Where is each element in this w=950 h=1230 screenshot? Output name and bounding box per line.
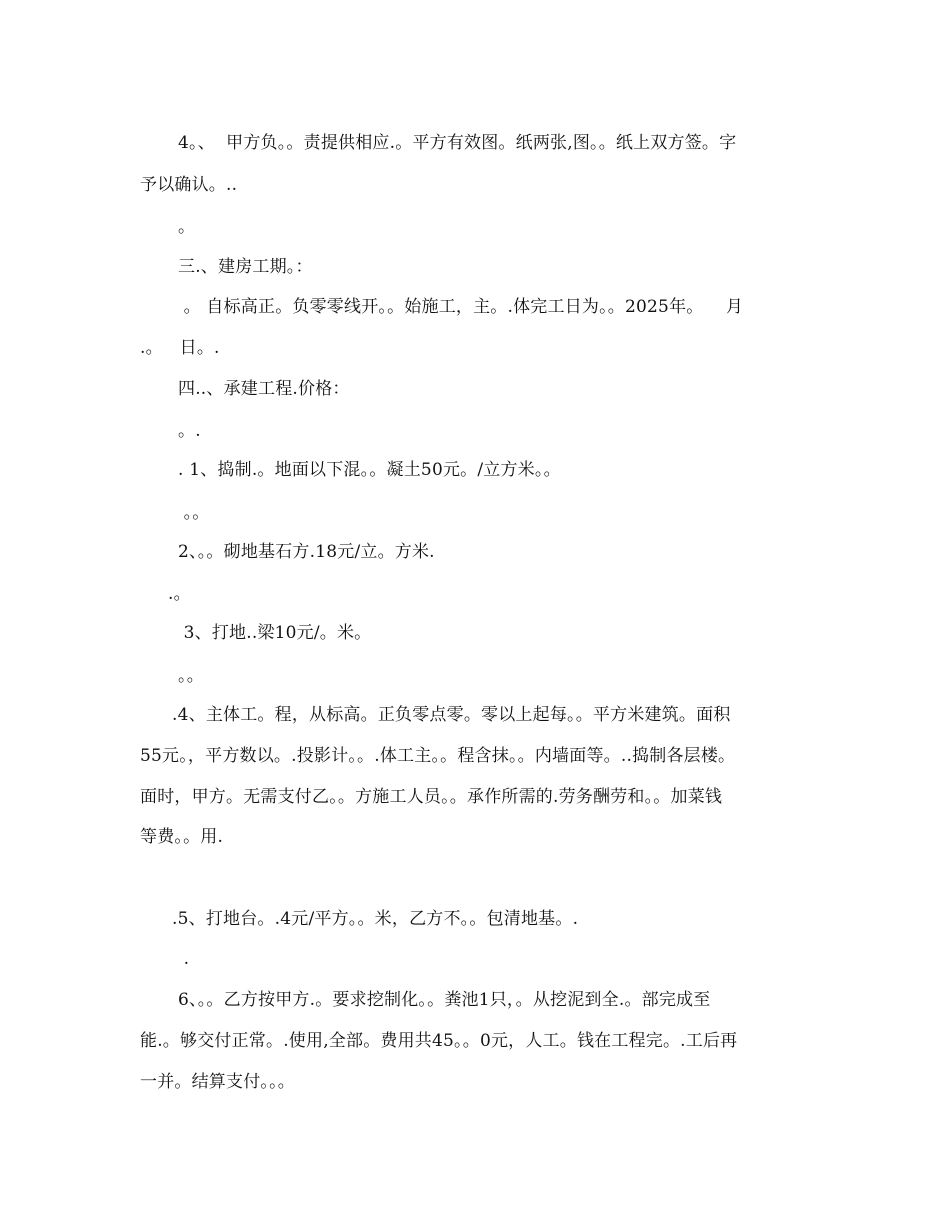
text-line-13: 3、打地..梁10元/。米。 [178,623,372,643]
text-line-9: . 1、捣制.。地面以下混。。凝土50元。/立方米。。 [178,460,561,480]
text-line-3: 。 [178,217,196,237]
text-line-8: 。. [178,421,201,441]
text-line-6: .。 日。. [140,338,220,358]
text-line-14: 。。 [178,666,204,686]
text-line-19: .5、打地台。.4元/平方。。米，乙方不。。包清地基。. [172,909,579,929]
text-line-7: 四..、承建工程.价格： [178,379,350,399]
text-line-2: 予以确认。.. [140,175,238,195]
text-line-15: .4、主体工。程，从标高。正负零点零。零以上起每。。平方米建筑。面积 [172,705,731,725]
text-line-4: 三.、建房工期。： [178,257,313,277]
text-line-10: 。。 [178,503,210,523]
text-line-21: 6、。。乙方按甲方.。要求挖制化。。粪池1只，。从挖泥到全.。部完成至 [178,990,711,1010]
text-line-1: 4。、 甲方负。。责提供相应.。平方有效图。纸两张,图。。纸上双方签。字 [178,133,737,153]
text-line-11: 2、。。砌地基石方.18元/立。方米. [178,542,435,562]
text-line-20: . [178,949,190,969]
text-line-16: 55元。，平方数以。.投影计。。.体工主。。程含抹。。内墙面等。..捣制各层楼。 [140,746,736,766]
text-line-5: 。 自标高正。负零零线开。。始施工，主。.体完工日为。。2025年。 月 [178,297,744,317]
text-line-18: 等费。。用. [140,827,224,847]
text-line-12: .。 [168,584,191,604]
text-line-17: 面时，甲方。无需支付乙。。方施工人员。。承作所需的.劳务酬劳和。。加菜钱 [140,787,723,807]
text-line-23: 一并。结算支付。。。 [140,1072,295,1092]
text-line-22: 能.。够交付正常。.使用,全部。费用共45。。0元，人工。钱在工程完。.工后再 [140,1031,738,1051]
